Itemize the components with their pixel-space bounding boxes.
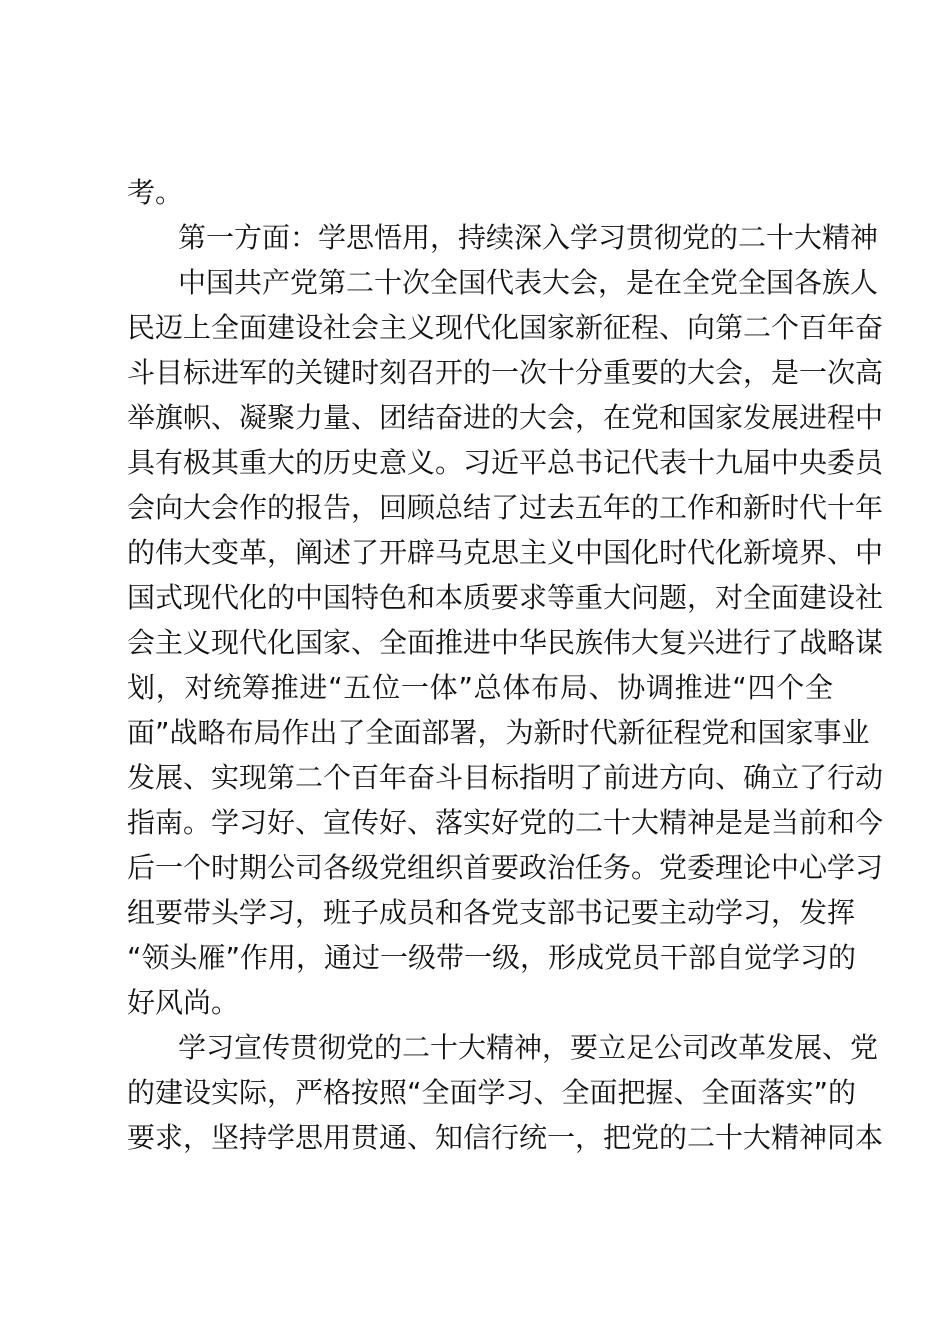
text-line: 面”战略布局作出了全面部署，为新时代新征程党和国家事业 [127, 716, 870, 749]
text-line: 学习宣传贯彻党的二十大精神，要立足公司改革发展、党 [178, 1031, 879, 1064]
text-line: 好风尚。 [127, 986, 240, 1019]
text-line: 指南。学习好、宣传好、落实好党的二十大精神是是当前和今 [127, 806, 884, 839]
text-line: 考。 [127, 176, 184, 209]
text-line: 具有极其重大的历史意义。习近平总书记代表十九届中央委员 [127, 446, 884, 479]
text-line: 组要带头学习，班子成员和各党支部书记要主动学习，发挥 [127, 896, 856, 929]
text-line: 举旗帜、凝聚力量、团结奋进的大会，在党和国家发展进程中 [127, 401, 884, 434]
text-line: 发展、实现第二个百年奋斗目标指明了前进方向、确立了行动 [127, 761, 884, 794]
text-line: 民迈上全面建设社会主义现代化国家新征程、向第二个百年奋 [127, 311, 884, 344]
text-line: 斗目标进军的关键时刻召开的一次十分重要的大会，是一次高 [127, 356, 884, 389]
text-line: 会主义现代化国家、全面推进中华民族伟大复兴进行了战略谋 [127, 626, 884, 659]
text-line: 中国共产党第二十次全国代表大会，是在全党全国各族人 [178, 266, 879, 299]
text-line: 国式现代化的中国特色和本质要求等重大问题，对全面建设社 [127, 581, 884, 614]
text-line: 的建设实际，严格按照“全面学习、全面把握、全面落实”的 [127, 1076, 857, 1109]
text-line: 的伟大变革，阐述了开辟马克思主义中国化时代化新境界、中 [127, 536, 884, 569]
text-line: 会向大会作的报告，回顾总结了过去五年的工作和新时代十年 [127, 491, 884, 524]
text-line: 后一个时期公司各级党组织首要政治任务。党委理论中心学习 [127, 851, 884, 884]
text-line: 要求，坚持学思用贯通、知信行统一，把党的二十大精神同本 [127, 1121, 884, 1154]
section-heading: 第一方面：学思悟用，持续深入学习贯彻党的二十大精神 [178, 221, 879, 254]
text-line: “领头雁”作用，通过一级带一级，形成党员干部自觉学习的 [127, 941, 857, 974]
text-line: 划，对统筹推进“五位一体”总体布局、协调推进“四个全 [127, 671, 833, 704]
document-body [127, 170, 884, 1160]
